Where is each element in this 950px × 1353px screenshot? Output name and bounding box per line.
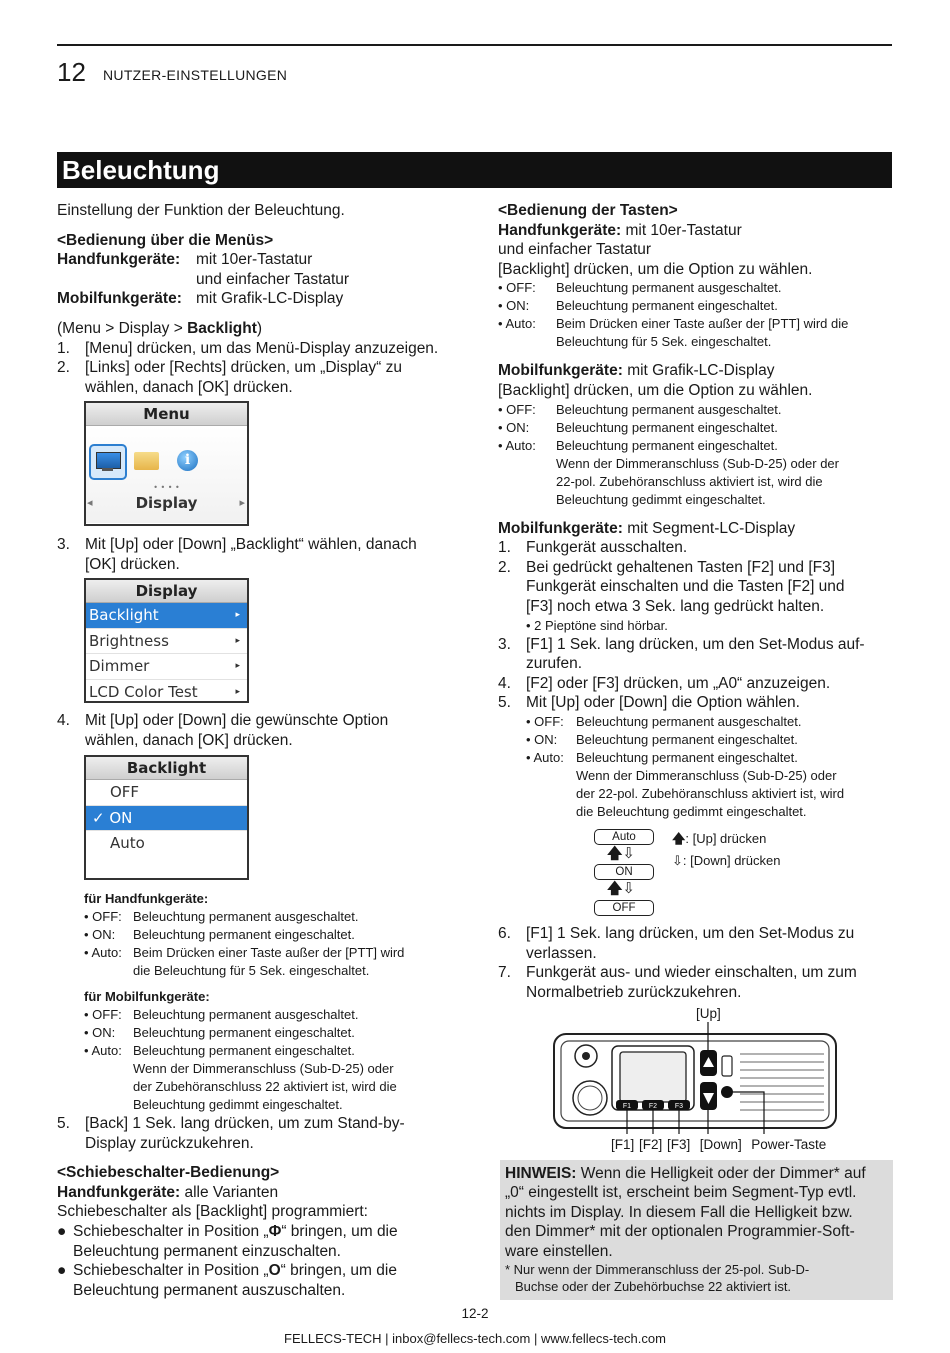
chapter-number: 12	[57, 57, 86, 87]
display-icon	[89, 444, 127, 480]
up-arrow-icon: 🡅	[672, 831, 686, 846]
legend-down: ⇩: [Down] drücken	[672, 853, 781, 868]
down-arrow-icon: ⇩	[622, 880, 635, 897]
hand-value-2: und einfacher Tastatur	[196, 270, 350, 288]
option-off: OFF	[86, 780, 247, 806]
right-column: <Bedienung der Tasten> Handfunkgeräte: mit 10er-Tastatur und einfacher Tastatur [Backlight] drücken, um die Option zu wählen. • OFF: Beleuchtung permanent ausgeschaltet. • ON: Beleuchtung permanent eingeschaltet. • Auto: Beim Drücken einer Taste außer der [PTT] wird die Beleuchtung für 5 Sek. eingeschaltet. Mobilfunkgeräte: mit Grafik-LC-Display [Backlight] drücken, um die Option zu wählen. • OFF: Beleuchtung permanent ausgeschaltet. • ON: Beleuchtung permanent eingeschaltet. • Auto: Beleuchtung permanent eingeschaltet. Wenn der Dimmeranschluss (Sub-D-25) oder der 22-pol. Zubehöranschluss aktiviert ist, wird die Beleuchtung gedimmt eingeschaltet. Mobilfunkgeräte: mit Segment-LC-Display 1. Funkgerät ausschalten. 2. Bei gedrückt gehaltenen Tasten [F2] und [F3] Funkgerät einschalten und die Tasten [F2] und [F3] noch etwa 3 Sek. lang gedrückt halten. • 2 Pieptöne sind hörbar. 3. [F1] 1 Sek. lang drücken, um den Set-Modus auf- zurufen. 4. [F2] oder [F3] drücken, um „A0“ anzuzeigen. 5. Mit [Up] oder [Down] die Option wählen. • OFF: Beleuchtung permanent ausgeschaltet. • ON: Beleuchtung permanent eingeschaltet. • Auto: Beleuchtung permanent eingeschaltet. Wenn der Dimmeranschluss (Sub-D-25) oder der 22-pol. Zubehöranschluss aktiviert ist, wird die Beleuchtung gedimmt eingeschaltet.	[498, 201, 898, 821]
right-arrow-icon: ▸	[239, 496, 245, 509]
menu-screen	[84, 401, 249, 526]
final-steps: 6. [F1] 1 Sek. lang drücken, um den Set-Modus zu verlassen. 7. Funkgerät aus- und wieder einschalten, um zum Normalbetrieb zurückzukehren.	[498, 925, 857, 1001]
section-title: Beleuchtung	[62, 155, 220, 185]
slider-item-on: ● Schiebeschalter in Position „Φ“ bringen, um die Beleuchtung permanent einzuschalten.	[57, 1222, 398, 1260]
info-icon: i	[177, 450, 198, 471]
step-4: 4. Mit [Up] oder [Down] die gewünschte Option wählen, danach [OK] drücken.	[57, 712, 389, 749]
folder-icon	[134, 452, 159, 470]
step-5-and-slider: 5. [Back] 1 Sek. lang drücken, um zum Stand-by- Display zurückzukehren. <Schiebeschalter-Bedienung> Handfunkgeräte: alle Varianten Schiebeschalter als [Backlight] programmiert: ● Schiebeschalter in Position „Φ“ bringen, um die Beleuchtung permanent einzuschalten. ● Schiebeschalter in Position „O“ bringen, um die Beleuchtung permanent auszuschalten.	[57, 1114, 467, 1300]
svg-text:F1: F1	[622, 1103, 632, 1110]
keys-heading: <Bedienung der Tasten>	[498, 202, 678, 219]
step-3: 3. Mit [Up] oder [Down] „Backlight“ wählen, danach [OK] drücken.	[57, 536, 417, 573]
page-number: 12-2	[461, 1306, 489, 1321]
lcd-display	[620, 1052, 686, 1102]
section-title-bar	[57, 152, 892, 188]
down-arrow-icon: ⇩	[622, 845, 635, 862]
header-rule	[57, 44, 892, 46]
svg-text:F2: F2	[648, 1103, 658, 1110]
arrow-pair-1	[607, 845, 635, 863]
radio-bottom-labels: [F1] [F2] [F3] [Down] Power-Taste	[611, 1137, 827, 1152]
step-1: 1. [Menu] drücken, um das Menü-Display anzuzeigen.	[57, 339, 439, 357]
hand-notes: für Handfunkgeräte: • OFF: Beleuchtung permanent ausgeschaltet. • ON: Beleuchtung permanent eingeschaltet. • Auto: Beim Drücken einer Taste außer der [PTT] wird die Beleuchtung für 5 Sek. eingeschaltet. für Mobilfunkgeräte: • OFF: Beleuchtung permanent ausgeschaltet. • ON: Beleuchtung permanent eingeschaltet. • Auto: Beleuchtung permanent eingeschaltet. Wenn der Dimmeranschluss (Sub-D-25) oder der Zubehöranschluss 22 aktiviert ist, wird die Beleuchtung gedimmt eingeschaltet.	[84, 890, 464, 1114]
state-diagram	[594, 829, 814, 917]
menu-selected-label: Display	[135, 494, 198, 512]
chevron-right-icon: ▸	[235, 610, 240, 620]
up-label: [Up]	[696, 1006, 721, 1021]
state-on: ON	[594, 864, 654, 880]
note-box: HINWEIS: Wenn die Helligkeit oder der Dimmer* auf „0“ eingestellt ist, erscheint beim Segment-Typ evtl. nichts im Display. In diesem Fall die Helligkeit bzw. den Dimmer* mit der optionalen Programmier-Soft- ware einstellen. * Nur wenn der Dimmeranschluss der 25-pol. Sub-D- Buchse oder der Zubehörbuchse 22 aktiviert ist.	[500, 1160, 893, 1300]
intro: Einstellung der Funktion der Beleuchtung.	[57, 202, 345, 219]
mobil-label: Mobilfunkgeräte:	[57, 290, 182, 308]
chevron-right-icon: ▸	[235, 686, 240, 697]
down-arrow-icon: ⇩	[672, 853, 683, 868]
slider-intro: Schiebeschalter als [Backlight] programmiert:	[57, 1203, 368, 1221]
arrow-pair-2	[607, 880, 635, 898]
chapter-title: NUTZER-EINSTELLUNGEN	[103, 67, 288, 83]
hand-label: Handfunkgeräte:	[57, 251, 181, 269]
option-auto: Auto	[110, 834, 145, 852]
slider-item-off: ● Schiebeschalter in Position „O“ bringen, um die Beleuchtung permanent auszuschalten.	[57, 1262, 397, 1299]
state-off: OFF	[594, 900, 654, 916]
page-dots: • • • •	[153, 483, 180, 492]
slider-hand: Handfunkgeräte: alle Varianten	[57, 1183, 279, 1201]
mobil-value: mit Grafik-LC-Display	[196, 290, 344, 308]
up-arrow-icon: 🡅	[607, 845, 623, 862]
up-arrow-icon: 🡅	[607, 880, 623, 897]
option-on: ✓ ON	[86, 806, 247, 832]
menu-item-brightness: Brightness ▸	[86, 629, 247, 655]
power-key	[721, 1086, 733, 1098]
legend-up: 🡅: [Up] drücken	[672, 831, 767, 846]
step-2: 2. [Links] oder [Rechts] drücken, um „Display“ zu wählen, danach [OK] drücken.	[57, 359, 403, 396]
note-title: HINWEIS:	[505, 1165, 577, 1182]
mobil-note-title: für Mobilfunkgeräte:	[84, 989, 210, 1004]
footer: FELLECS-TECH | inbox@fellecs-tech.com | www.fellecs-tech.com	[284, 1331, 666, 1346]
menu-item-backlight: Backlight ▸	[86, 603, 247, 629]
left-arrow-icon: ◂	[87, 496, 93, 509]
svg-text:F3: F3	[674, 1103, 684, 1110]
hand-note-title: für Handfunkgeräte:	[84, 891, 209, 906]
chevron-right-icon: ▸	[235, 635, 240, 646]
menu-item-dimmer: Dimmer ▸	[86, 654, 247, 680]
slider-heading: <Schiebeschalter-Bedienung>	[57, 1164, 280, 1182]
menu-screen-title: Menu	[86, 403, 247, 426]
backlight-screen	[84, 755, 249, 880]
left-column	[57, 201, 467, 397]
menu-item-lcd-color-test: LCD Color Test ▸	[86, 680, 247, 704]
backlight-screen-title: Backlight	[86, 757, 247, 780]
display-screen	[84, 578, 249, 703]
menu-path: (Menu > Display > Backlight)	[57, 319, 263, 337]
note-footnote: * Nur wenn der Dimmeranschluss der 25-pol. Sub-D- Buchse oder der Zubehörbuchse 22 aktiviert ist.	[505, 1262, 810, 1295]
hand-value: mit 10er-Tastatur	[196, 251, 313, 269]
menu-heading: <Bedienung über die Menüs>	[57, 231, 274, 249]
radio-illustration	[550, 1022, 842, 1134]
state-auto: Auto	[594, 829, 654, 845]
chevron-right-icon: ▸	[235, 661, 240, 671]
display-screen-title: Display	[86, 580, 247, 603]
